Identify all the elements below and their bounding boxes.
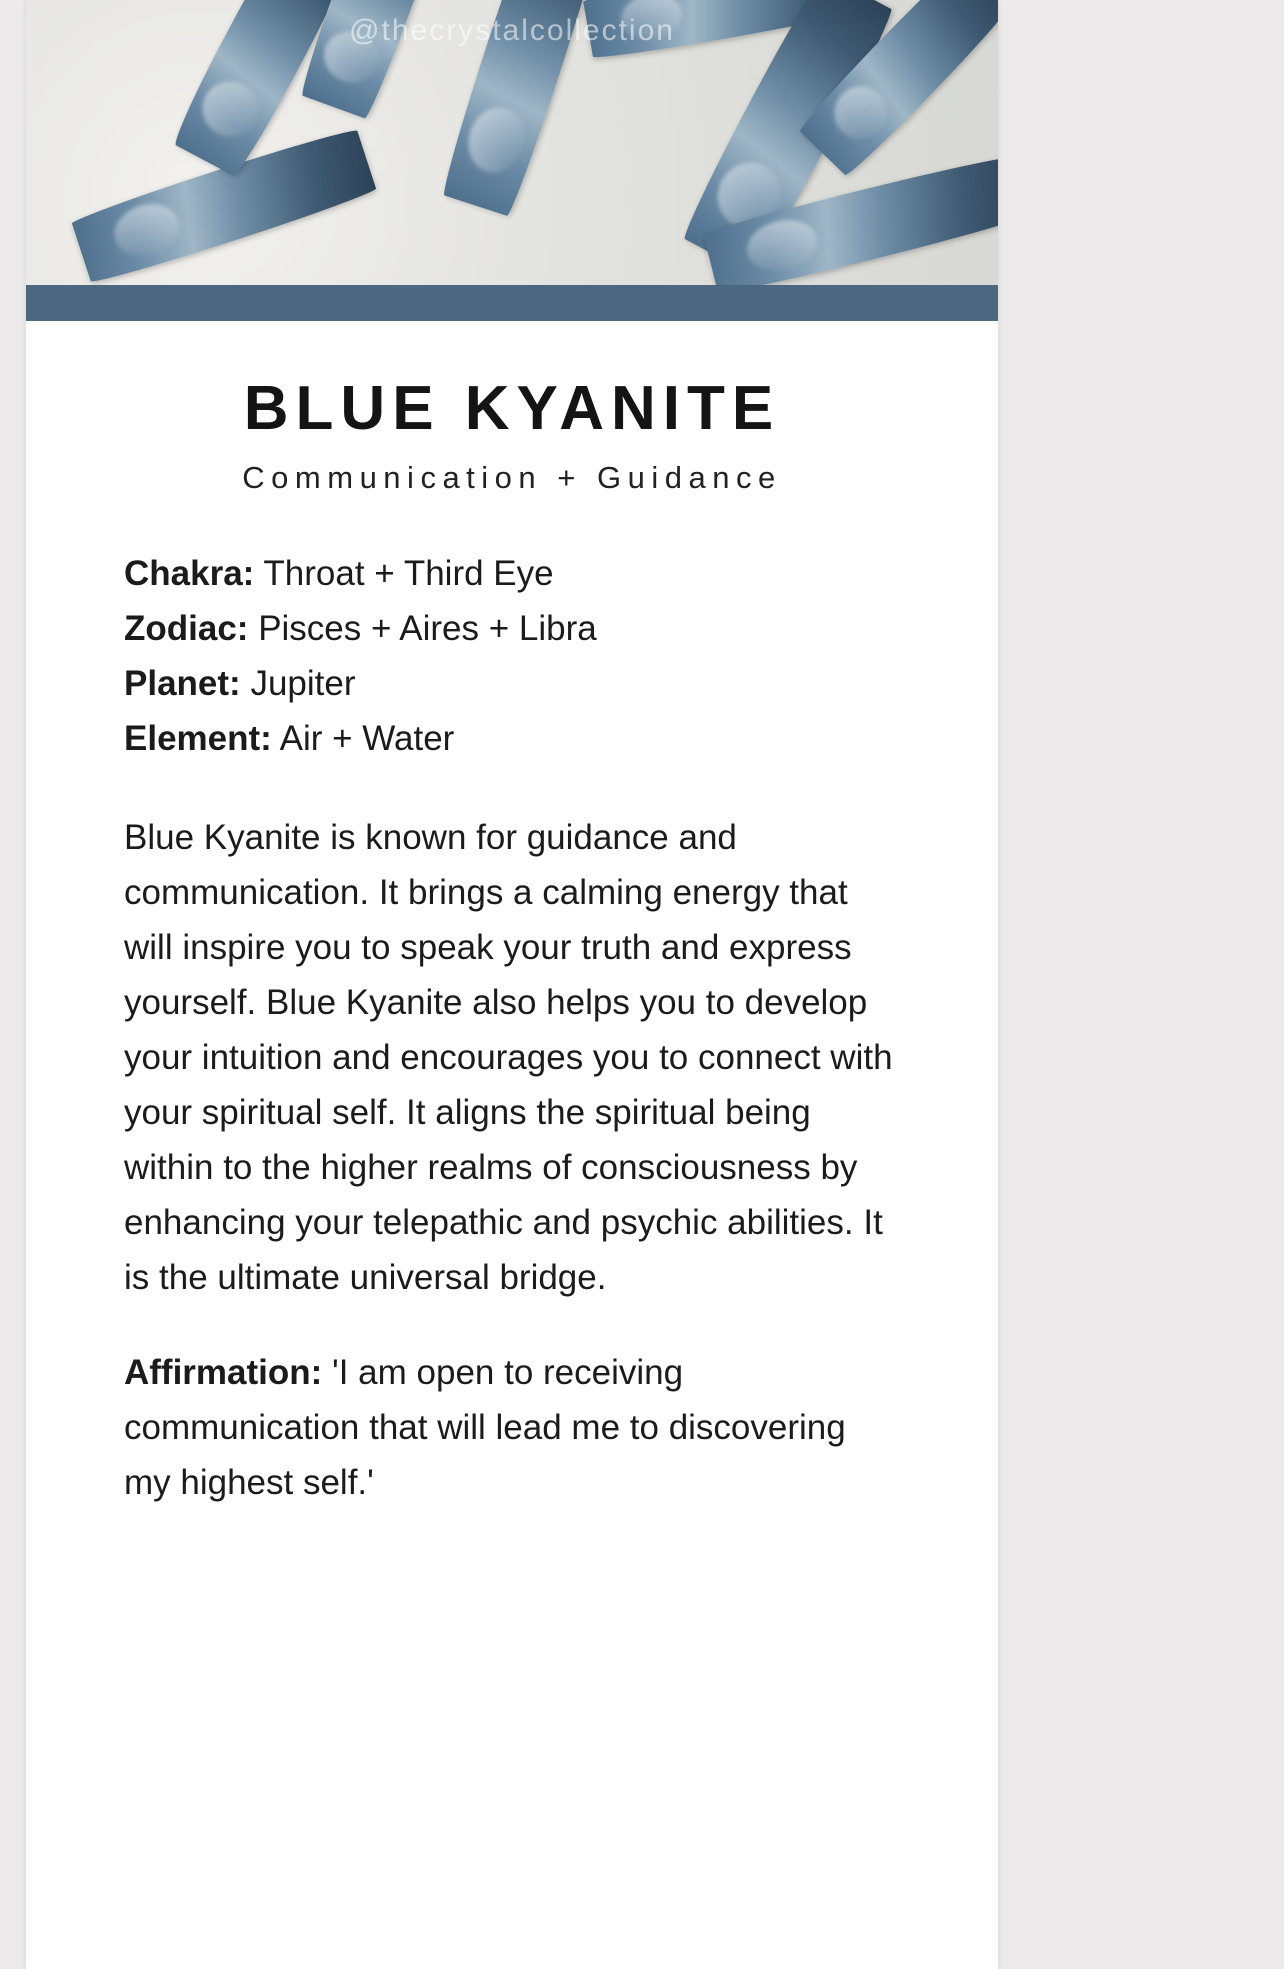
attribute-value: Air + Water xyxy=(279,719,455,758)
affirmation-label: Affirmation: xyxy=(124,1353,323,1392)
attribute-row-element xyxy=(124,711,900,766)
attribute-label: Planet: xyxy=(124,664,241,703)
photo-watermark: @thecrystalcollection xyxy=(349,14,675,47)
attribute-row-zodiac xyxy=(124,601,900,656)
divider-band xyxy=(26,285,998,321)
attribute-value: Pisces + Aires + Libra xyxy=(258,609,597,648)
attributes-list xyxy=(124,546,900,766)
attribute-label: Zodiac: xyxy=(124,609,249,648)
affirmation-text: 'I am open to receiving communication that will lead me to discovering my highest self.' xyxy=(124,1353,846,1502)
attribute-label: Chakra: xyxy=(124,554,255,593)
attribute-label: Element: xyxy=(124,719,272,758)
attribute-row-chakra xyxy=(124,546,900,601)
page-title: BLUE KYANITE xyxy=(243,374,781,443)
crystal-photo xyxy=(26,0,998,285)
crystal-info-card xyxy=(26,0,998,1969)
card-content xyxy=(26,373,998,1969)
attribute-value: Throat + Third Eye xyxy=(263,554,554,593)
page-subtitle: Communication + Guidance xyxy=(242,460,782,495)
attribute-value: Jupiter xyxy=(250,664,356,703)
description-paragraph: Blue Kyanite is known for guidance and communication. It brings a calming energy that will inspire you to speak your truth and express yourself. Blue Kyanite also helps you to develop your intuition and encourages you to connect with your spiritual self. It aligns the spiritual being within to the higher realms of consciousness by enhancing your telepathic and psychic abilities. It is the ultimate universal bridge. xyxy=(124,818,893,1297)
attribute-row-planet xyxy=(124,656,900,711)
affirmation-paragraph xyxy=(124,1345,900,1510)
